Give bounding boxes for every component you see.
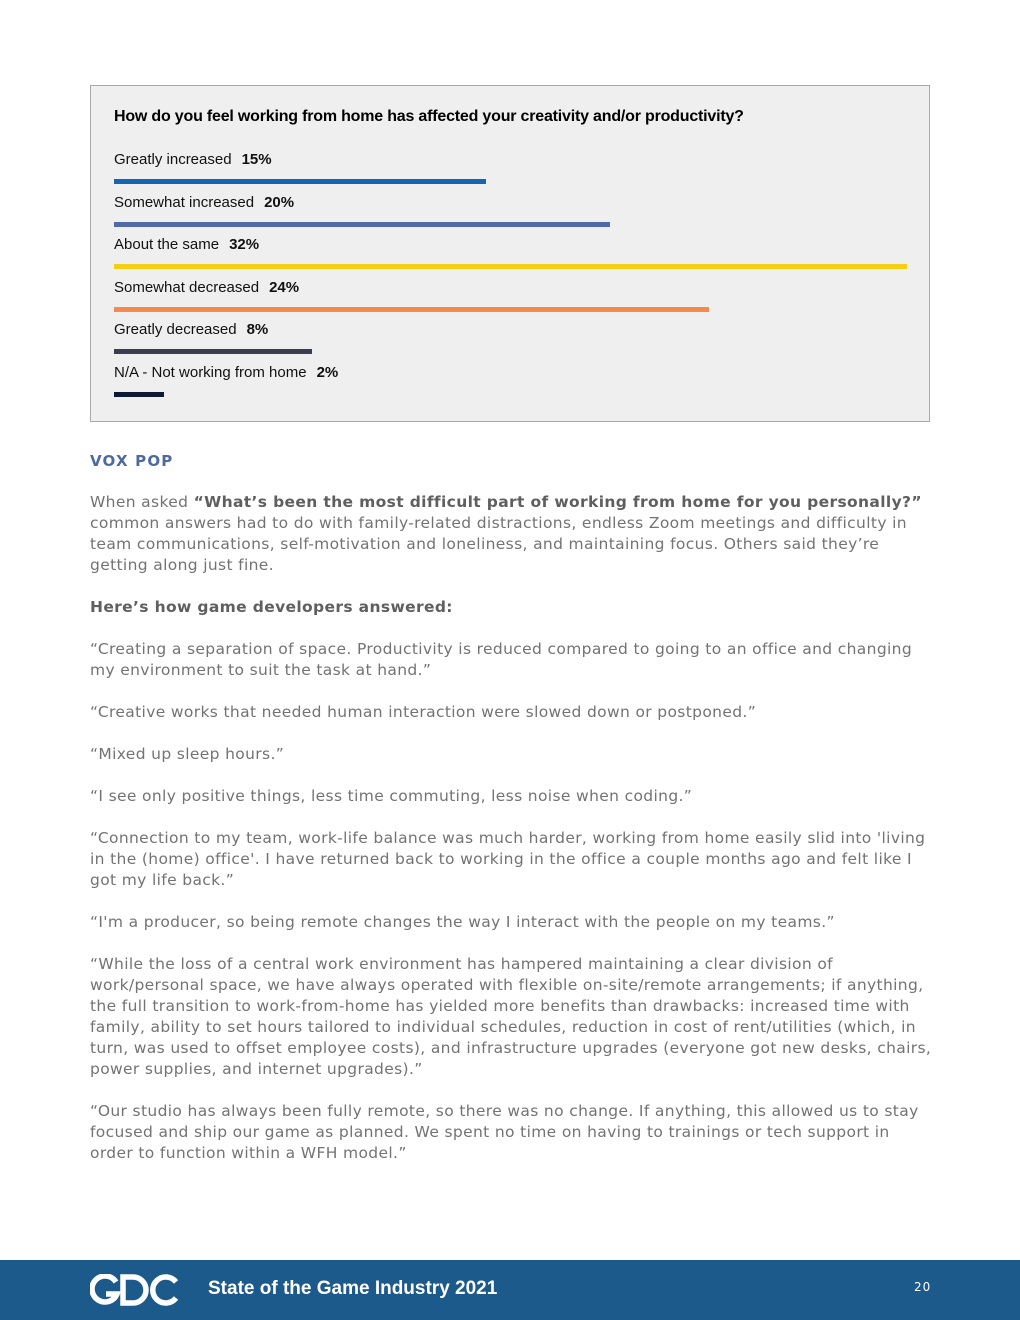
category-label: Somewhat decreased bbox=[114, 278, 260, 296]
value-label: 24% bbox=[269, 278, 300, 296]
quote: “Creating a separation of space. Productivity is reduced compared to going to an office and changing my environment to suit the task at hand.” bbox=[90, 640, 913, 679]
category-label: N/A - Not working from home bbox=[114, 364, 307, 381]
category-label: Somewhat increased bbox=[114, 193, 255, 211]
quote: “Mixed up sleep hours.” bbox=[90, 745, 285, 763]
bar bbox=[114, 307, 709, 312]
quote: “I'm a producer, so being remote changes the way I interact with the people on my teams.” bbox=[90, 913, 835, 931]
gdc-logo bbox=[90, 1274, 180, 1306]
survey-chart bbox=[90, 85, 930, 422]
bar-label bbox=[114, 321, 268, 338]
bar-label bbox=[114, 236, 259, 253]
quote: “Our studio has always been fully remote, so there was no change. If anything, this allowed us to stay focused and ship our game as planned. We spent no time on having to trainings or tech support in order to function within a WFH model.” bbox=[90, 1102, 919, 1162]
value-label: 20% bbox=[264, 193, 295, 211]
intro-question: “What’s been the most difficult part of working from home for you personally?” bbox=[193, 493, 922, 511]
quote: “Connection to my team, work-life balance was much harder, working from home easily slid into 'living in the (home) office'. I have returned back to working in the office a couple months ago and felt like I got my life back.” bbox=[90, 829, 926, 889]
intro-rest: common answers had to do with family-related distractions, endless Zoom meetings and difficulty in team communications, self-motivation and loneliness, and maintaining focus. Others said they’re getting along just fine. bbox=[90, 514, 907, 574]
category-label: Greatly decreased bbox=[114, 321, 237, 339]
category-label: About the same bbox=[114, 236, 220, 254]
value-label: 8% bbox=[246, 321, 269, 339]
intro-lead: When asked bbox=[90, 493, 194, 511]
bar-label bbox=[114, 279, 299, 296]
section-heading: VOX POP bbox=[90, 452, 174, 470]
category-label: Greatly increased bbox=[114, 151, 232, 168]
quote: “While the loss of a central work environment has hampered maintaining a clear division of work/personal space, we have always operated with flexible on-site/remote arrangements; if anything, the full transition to work-from-home has yielded more benefits than drawbacks: increased time with family, ability to set hours tailored to individual schedules, reduction in cost of rent/utilities (which, in turn, was used to offset employee costs), and infrastructure upgrades (everyone got new desks, chairs, power supplies, and internet upgrades).” bbox=[90, 955, 932, 1078]
intro-paragraph bbox=[90, 492, 935, 576]
bar bbox=[114, 392, 164, 397]
value-label: 15% bbox=[241, 151, 272, 168]
bar-label bbox=[114, 194, 294, 211]
quote: “Creative works that needed human interaction were slowed down or postponed.” bbox=[90, 703, 757, 721]
footer-title: State of the Game Industry 2021 bbox=[208, 1278, 498, 1299]
bar bbox=[114, 179, 486, 184]
bar-label bbox=[114, 151, 272, 168]
answers-heading-text: Here’s how game developers answered: bbox=[90, 598, 453, 616]
bar bbox=[114, 264, 907, 269]
page-footer bbox=[0, 1260, 1020, 1320]
bar-label bbox=[114, 364, 338, 381]
answers-heading bbox=[90, 597, 935, 618]
bar bbox=[114, 349, 312, 354]
value-label: 32% bbox=[229, 236, 260, 254]
page-number: 20 bbox=[914, 1280, 932, 1294]
chart-title: How do you feel working from home has affected your creativity and/or productivity? bbox=[114, 108, 744, 125]
value-label: 2% bbox=[316, 364, 339, 381]
bar bbox=[114, 222, 610, 227]
quote: “I see only positive things, less time commuting, less noise when coding.” bbox=[90, 787, 693, 805]
